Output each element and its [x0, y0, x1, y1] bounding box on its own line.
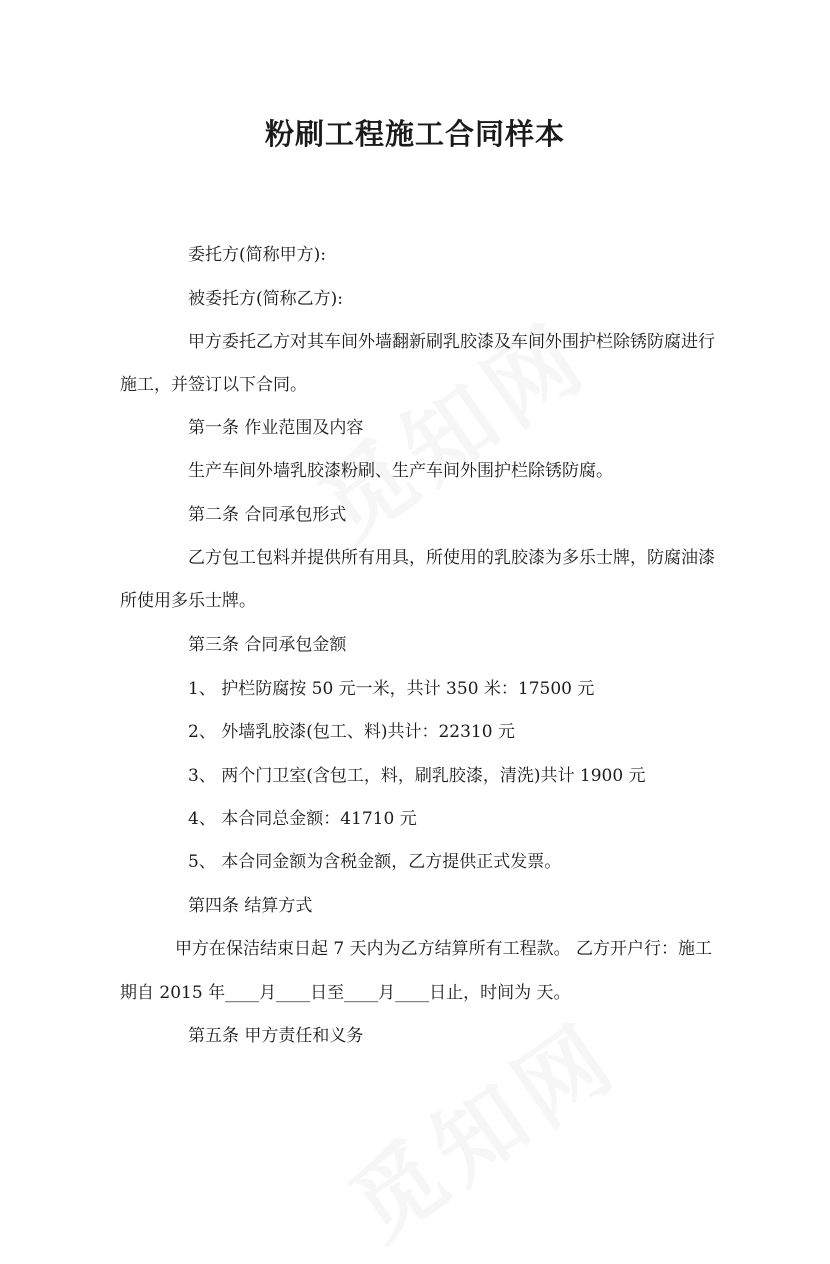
article-4-body-line-1: 甲方在保洁结束日起 7 天内为乙方结算所有工程款。 乙方开户行：施工 — [175, 939, 713, 959]
intro-paragraph-line-2: 施工，并签订以下合同。 — [120, 375, 307, 395]
article-4-heading: 第四条 结算方式 — [188, 896, 313, 916]
article-3-item-2: 2、 外墙乳胶漆(包工、料)共计：22310 元 — [188, 722, 515, 742]
article-3-item-1: 1、 护栏防腐按 50 元一米，共计 350 米：17500 元 — [188, 679, 595, 699]
contractor-line: 被委托方(简称乙方): — [188, 289, 343, 309]
article-5-heading: 第五条 甲方责任和义务 — [188, 1026, 364, 1046]
article-3-item-5: 5、 本合同金额为含税金额，乙方提供正式发票。 — [188, 852, 562, 872]
client-line: 委托方(简称甲方): — [188, 245, 326, 265]
article-4-body-line-2: 期自 2015 年____月____日至____月____日止，时间为 天。 — [120, 983, 571, 1003]
page-title: 粉刷工程施工合同样本 — [264, 117, 565, 151]
article-1-heading: 第一条 作业范围及内容 — [188, 418, 364, 438]
article-2-body-line-2: 所使用多乐士牌。 — [120, 591, 256, 611]
article-1-body: 生产车间外墙乳胶漆粉刷、生产车间外围护栏除锈防腐。 — [188, 461, 613, 481]
article-3-heading: 第三条 合同承包金额 — [188, 635, 347, 655]
article-3-item-4: 4、 本合同总金额：41710 元 — [188, 809, 417, 829]
article-3-item-3: 3、 两个门卫室(含包工，料，刷乳胶漆，清洗)共计 1900 元 — [188, 766, 646, 786]
watermark — [320, 986, 640, 1264]
intro-paragraph-line-1: 甲方委托乙方对其车间外墙翻新刷乳胶漆及车间外围护栏除锈防腐进行 — [188, 332, 715, 352]
article-2-heading: 第二条 合同承包形式 — [188, 505, 347, 525]
article-2-body-line-1: 乙方包工包料并提供所有用具，所使用的乳胶漆为多乐士牌，防腐油漆 — [188, 548, 715, 568]
